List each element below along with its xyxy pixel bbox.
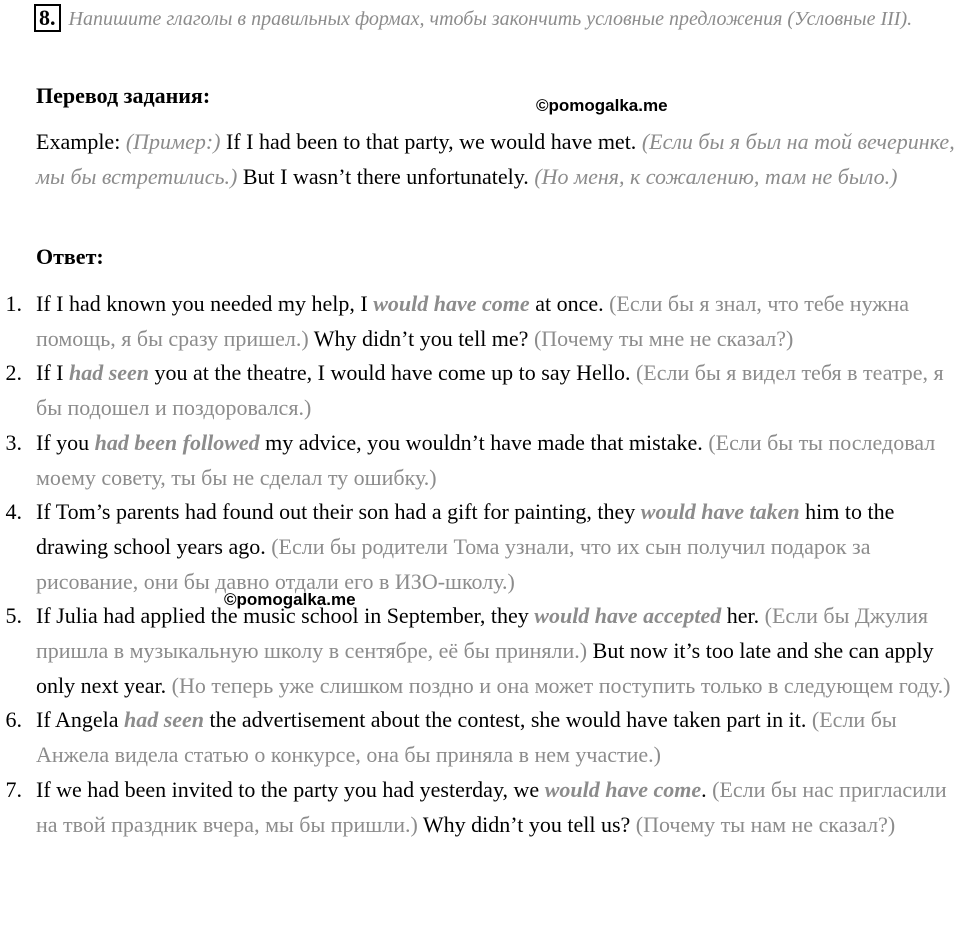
task-number-badge: 8.: [34, 4, 61, 32]
example-label: Example:: [36, 129, 121, 154]
translation: (Если бы родители Тома узнали, что их сын получил подарок за рисование, они бы давно отдали его в ИЗО-школу.): [36, 533, 871, 594]
sentence-start: If you: [36, 429, 90, 455]
extra-translation: (Но теперь уже слишком поздно и она может поступить только в следующем году.): [171, 672, 951, 698]
answer-verb: had been followed: [94, 429, 260, 455]
item-number: 6.: [5, 707, 22, 733]
item-number: 3.: [5, 429, 22, 455]
sentence-end: my advice, you wouldn’t have made that mistake.: [265, 429, 703, 455]
answer-item-3: [0, 426, 960, 495]
example-sentence-1: If I had been to that party, we would have met.: [225, 129, 637, 154]
answer-item-5: [0, 599, 960, 703]
example-label-translation: (Пример:): [125, 129, 221, 154]
translation: (Если бы я видел тебя в театре, я бы подошел и поздоровался.): [36, 360, 944, 421]
answer-verb: would have come: [373, 291, 530, 316]
translation: (Если бы нас пригласили на твой праздник вчера, мы бы пришли.): [36, 776, 947, 837]
answer-item-2: [0, 356, 960, 425]
answer-list: [0, 287, 960, 842]
extra-sentence: Why didn’t you tell us?: [422, 811, 631, 837]
sentence-start: If I: [36, 360, 64, 386]
example-paragraph: [36, 125, 958, 194]
sentence-start: If Angela: [36, 707, 119, 733]
sentence-start: If we had been invited to the party you had yesterday, we: [36, 776, 540, 802]
answer-item-6: [0, 703, 960, 772]
translation-heading: Перевод задания:: [36, 83, 211, 108]
answer-item-1: [0, 287, 960, 356]
sentence-start: If Julia had applied the music school in September, they: [36, 603, 529, 629]
extra-translation: (Почему ты нам не сказал?): [635, 811, 896, 837]
sentence-end: at once.: [535, 291, 604, 316]
translation: (Если бы Джулия пришла в музыкальную школу в сентябре, её бы приняли.): [36, 603, 929, 664]
answer-verb: had seen: [123, 707, 205, 733]
sentence-end: him to the drawing school years ago.: [36, 499, 895, 559]
item-number: 4.: [5, 499, 22, 525]
extra-translation: (Почему ты мне не сказал?): [533, 325, 794, 351]
translation: (Если бы ты последовал моему совету, ты бы не сделал ту ошибку.): [36, 429, 936, 490]
extra-sentence: Why didn’t you tell me?: [313, 325, 529, 351]
answer-verb: would have come: [544, 776, 702, 802]
item-number: 5.: [5, 603, 22, 629]
translation: (Если бы Анжела видела статью о конкурсе, она бы приняла в нем участие.): [36, 707, 897, 768]
watermark-middle: ©pomogalka.me: [224, 590, 356, 609]
sentence-end: you at the theatre, I would have come up to say Hello.: [154, 360, 631, 386]
sentence-start: If Tom’s parents had found out their son had a gift for painting, they: [36, 499, 636, 525]
sentence-end: .: [701, 776, 707, 802]
watermark-top: ©pomogalka.me: [536, 96, 668, 115]
answer-item-7: [0, 773, 960, 842]
extra-sentence: But now it’s too late and she can apply only next year.: [36, 638, 934, 698]
item-number: 7.: [5, 776, 22, 802]
sentence-end: her.: [726, 603, 760, 629]
sentence-end: the advertisement about the contest, she would have taken part in it.: [209, 707, 807, 733]
answer-heading: Ответ:: [36, 244, 104, 269]
example-sentence-2-translation: (Но меня, к сожалению, там не было.): [534, 163, 898, 189]
example-sentence-2: But I wasn’t there unfortunately.: [242, 163, 529, 189]
item-number: 2.: [5, 360, 22, 386]
task-instruction-text: Напишите глаголы в правильных формах, чтобы закончить условные предложения (Условные III).: [68, 8, 913, 30]
sentence-start: If I had known you needed my help, I: [36, 291, 368, 316]
task-instruction: [34, 4, 952, 35]
example-sentence-1-translation: (Если бы я был на той вечеринке, мы бы встретились.): [36, 129, 955, 189]
answer-verb: had seen: [68, 360, 150, 386]
answer-verb: would have accepted: [534, 603, 722, 629]
answer-verb: would have taken: [640, 499, 800, 525]
answer-item-4: [0, 495, 960, 599]
translation: (Если бы я знал, что тебе нужна помощь, я бы сразу пришел.): [36, 291, 910, 351]
item-number: 1.: [5, 291, 22, 316]
